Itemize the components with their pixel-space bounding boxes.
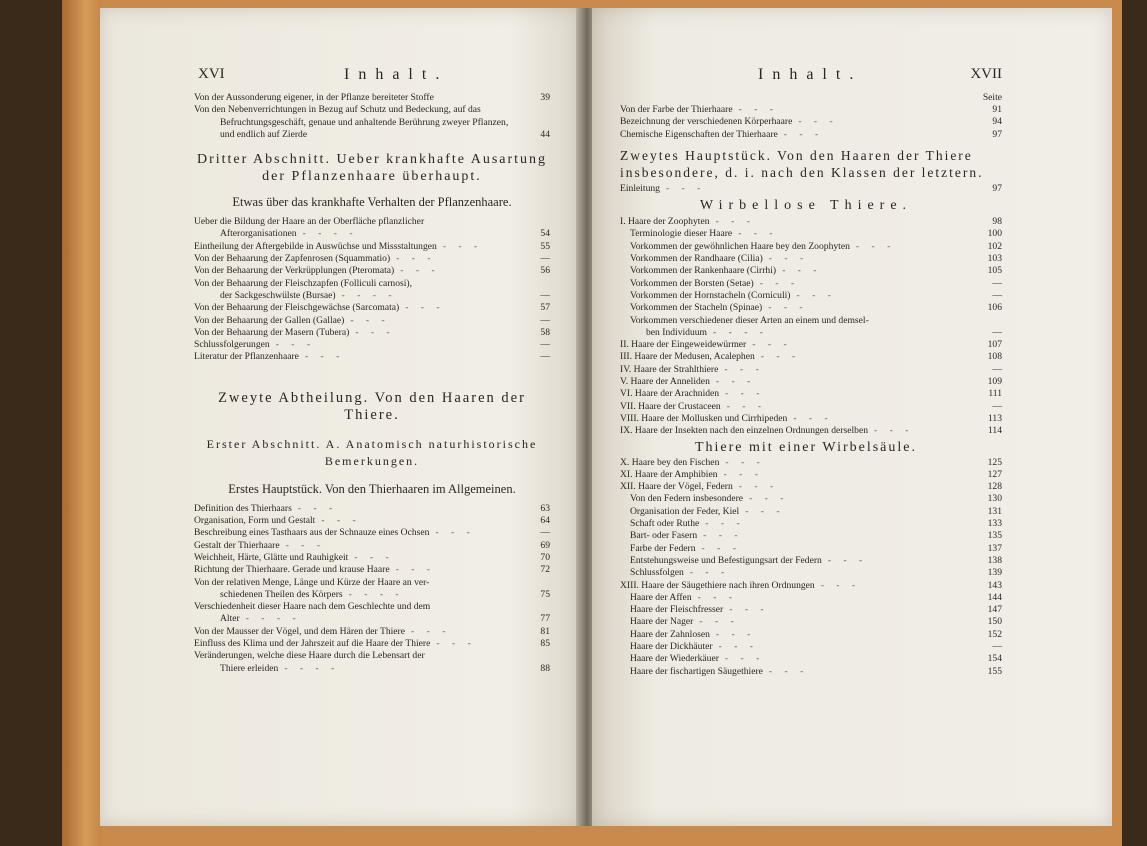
toc-entry [194,638,550,650]
toc-entry-text: XII. Haare der Vögel, Federn [620,481,733,493]
toc-entry-text: Terminologie dieser Haare [630,228,733,240]
toc-entry [194,515,550,527]
toc-entry-text: VII. Haare der Crustaceen [620,400,721,412]
toc-entry-text: Von der Mausser der Vögel, und dem Hären der Thiere [194,625,406,637]
dot-leader: - - - [760,351,801,363]
toc-page-number: 128 [987,481,1002,493]
toc-entry-text: X. Haare bey den Fischen [620,456,720,468]
toc-page-number: 144 [987,591,1002,603]
toc-entry-text: Vorkommen der Randhaare (Cilia) [630,253,763,265]
toc-entry-text: Afterorganisationen [220,228,297,240]
toc-page-number: 58 [540,326,550,338]
toc-page-number: 150 [987,616,1002,628]
toc-entry-text: Haare der Dickhäuter [630,640,713,652]
toc-entry-text: XIII. Haare der Säugethiere nach ihren Ordnungen [620,579,815,591]
dot-leader: - - - - [302,228,358,240]
seite-label: Seite [982,92,1002,103]
toc-page-number: 111 [988,388,1002,400]
toc-entry [620,616,1002,628]
toc-page-number: 108 [987,351,1002,363]
toc-entry-text: Einleitung [620,182,660,194]
dot-leader: - - - - [713,326,769,338]
toc-entry [620,289,1002,302]
dot-leader: - - - [724,363,764,375]
toc-page-number: 63 [540,502,550,514]
toc-page-number: 81 [540,625,550,637]
toc-entry-text: ben Individuum [646,326,708,338]
toc-page-number: 113 [987,412,1002,424]
dot-leader: - - - [285,539,325,551]
toc-page-number: 107 [987,339,1002,351]
dot-leader: - - - [297,502,338,514]
toc-page-number: 98 [992,216,1002,228]
toc-page-number: — [992,289,1002,301]
toc-entry-text: Beschreibung eines Tasthaars aus der Schnauze eines Ochsen [194,527,430,539]
toc-entry [620,315,992,327]
toc-entry-text: Weichheit, Härte, Glätte und Rauhigkeit [194,551,349,563]
toc-entry-text: Von der Behaarung der Zapfenrosen (Squammatio) [194,253,391,265]
toc-entry [620,128,1002,141]
dot-leader: - - - [738,104,778,115]
toc-entry-text: Schlussfolgerungen [194,339,270,351]
toc-page-number: 72 [540,564,550,576]
left-page-number: XVI [198,66,225,82]
dot-leader: - - - [752,339,792,351]
right-page-number: XVII [970,66,1002,82]
toc-page-number: — [992,640,1002,652]
wirbel-entries [620,456,1002,678]
dot-leader: - - - [354,551,394,563]
dot-leader: - - - [715,376,756,388]
dot-leader: - - - [436,638,476,650]
toc-entry-text: Thiere erleiden [220,662,279,674]
toc-page-number: 100 [987,228,1002,240]
right-page-content [620,66,1002,678]
toc-entry [194,92,550,104]
toc-entry-text: Organisation der Feder, Kiel [630,505,740,517]
toc-entry [194,577,550,589]
toc-page-number: 88 [540,662,550,674]
erstes-hauptstueck-heading: Erstes Hauptstück. Von den Thierhaaren im Allgemeinen. [228,481,516,496]
dritter-entries [194,216,550,364]
toc-entry-text: Bart- oder Fasern [630,530,698,542]
toc-entry [194,278,550,290]
toc-entry [620,628,1002,641]
toc-page-number: — [992,326,1002,338]
toc-page-number: 135 [987,530,1002,542]
toc-page-number: 94 [992,116,1002,128]
toc-entry [194,540,550,552]
toc-entry-text: Vorkommen der Stacheln (Spinae) [630,302,763,314]
dot-leader: - - - [783,128,824,140]
toc-entry [194,564,550,576]
cover-edge [62,0,102,846]
toc-entry [620,116,1002,128]
toc-entry-text: Von der Behaarung der Verkrüpplungen (Pteromata) [194,265,395,277]
toc-entry-text: Haare der Zahnlosen [630,628,710,640]
erster-abschnitt-heading: Erster Abschnitt. A. Anatomisch naturhistorische Bemerkungen. [206,436,538,468]
toc-page-number: 69 [540,539,550,551]
toc-entry-text: XI. Haare der Amphibien [620,468,718,480]
erstes-entries [194,503,550,675]
toc-entry [194,253,550,265]
dot-leader: - - - [768,302,808,314]
toc-entry-text: Vorkommen verschiedener dieser Arten an einem und demsel- [630,314,869,326]
toc-entry-text: Schlussfolgen [630,567,684,579]
toc-entry [620,376,1002,388]
left-page-header [194,66,550,92]
toc-entry [620,518,1002,530]
toc-entry-text: IV. Haare der Strahlthiere [620,363,719,375]
toc-entry-text: I. Haare der Zoophyten [620,216,710,228]
toc-entry [194,104,550,141]
toc-entry-text: Einfluss des Klima und der Jahrszeit auf die Haare der Thiere [194,638,431,650]
dot-leader: - - - [705,518,745,530]
toc-page-number: 130 [987,493,1002,505]
toc-entry [194,552,550,564]
toc-entry [620,265,1002,277]
toc-entry [194,327,550,339]
toc-page-number: 131 [987,505,1002,517]
dot-leader: - - - [665,182,706,194]
toc-entry [194,503,550,515]
toc-entry-text: Richtung der Thierhaare. Gerade und krause Haare [194,564,390,576]
toc-entry-text: Von der Behaarung der Fleischzapfen (Folliculi carnosi), [194,277,413,289]
toc-entry [194,216,550,228]
dot-leader: - - - [355,326,395,338]
toc-entry [620,591,1002,604]
toc-entry-text: VI. Haare der Arachniden [620,388,720,400]
dot-leader: - - - [718,640,758,652]
toc-page-number: 102 [987,240,1002,252]
dot-leader: - - - [321,515,361,527]
dot-leader: - - - [749,493,789,505]
left-page [100,8,582,826]
toc-entry [620,339,1002,351]
dot-leader: - - - [411,625,451,637]
toc-entry-text: Literatur der Pflanzenhaare [194,351,299,363]
toc-entry-text: Vorkommen der Rankenhaare (Cirrhi) [630,265,777,277]
toc-entry [194,527,550,539]
toc-entry [620,604,1002,616]
toc-entry [620,351,1002,363]
toc-entry-text: Von der Farbe der Thierhaare [620,104,733,115]
toc-entry-text: II. Haare der Eingeweidewürmer [620,339,747,351]
toc-entry-continuation [194,228,550,240]
toc-page-number: 97 [992,182,1002,194]
toc-page-number: 75 [540,588,550,600]
dot-leader: - - - [723,468,763,480]
toc-entry [194,601,550,613]
dot-leader: - - - [798,116,838,128]
toc-entry-text: Bezeichnung der verschiedenen Körperhaare [620,116,793,128]
toc-page-number: 152 [987,628,1002,640]
toc-page-number: 54 [540,228,550,240]
toc-page-number: 114 [987,425,1002,437]
toc-page-number: 109 [987,376,1002,388]
toc-entry [620,228,1002,240]
right-page-header [620,66,1002,92]
dot-leader: - - - [726,400,767,412]
dot-leader: - - - [855,240,896,252]
toc-entry-text: Gestalt der Thierhaare [194,539,280,551]
toc-entry-text: Schaft oder Ruthe [630,518,700,530]
wirbellose-heading: Wirbellose Thiere. [699,198,913,214]
toc-page-number: — [540,289,550,301]
toc-page-number: 77 [540,613,550,625]
dot-leader: - - - - [341,289,397,301]
toc-page-number: 106 [987,302,1002,314]
toc-entry [620,253,1002,265]
toc-page-number: — [540,314,550,326]
dot-leader: - - - [738,481,779,493]
dot-leader: - - - - [245,613,301,625]
toc-entry-text: Vorkommen der gewöhnlichen Haare bey den Zoophyten [630,240,850,252]
toc-entry-text: III. Haare der Medusen, Acalephen [620,351,755,363]
toc-page-number: — [992,400,1002,412]
dot-leader: - - - [703,530,743,542]
toc-entry-continuation [194,589,550,601]
toc-entry-text: der Sackgeschwülste (Bursae) [220,289,336,301]
toc-page-number: — [992,277,1002,289]
toc-entry [194,265,550,277]
toc-entry [620,216,1002,228]
toc-entry [620,104,1002,116]
dot-leader: - - - [759,277,800,289]
zweytes-hauptstueck-heading: Zweytes Hauptstück. Von den Haaren der Thiere insbesondere, d. i. nach den Klassen der letztern. [620,147,984,180]
dot-leader: - - - [689,567,730,579]
dot-leader: - - - [275,339,316,351]
toc-entry-text: Vorkommen der Borsten (Setae) [630,277,754,289]
toc-entry [620,412,1002,425]
dot-leader: - - - [725,456,765,468]
toc-entry-text: Von der relativen Menge, Länge und Kürze der Haare an ver- [194,576,430,588]
toc-entry-text: Von der Aussonderung eigener, in der Pflanze bereiteter Stoffe [194,92,434,103]
toc-entry [620,388,1002,400]
einleitung-entry [620,182,1002,195]
toc-entry [620,425,1002,437]
toc-page-number: 105 [987,265,1002,277]
dot-leader: - - - [827,554,868,566]
toc-entry-continuation [194,663,550,675]
zweyte-abtheilung-heading: Zweyte Abtheilung. Von den Haaren der Thiere. [218,389,526,423]
dot-leader: - - - [395,564,435,576]
toc-entry [620,468,1002,481]
dot-leader: - - - [405,302,445,314]
toc-entry-text: Ueber die Bildung der Haare an der Oberfläche pflanzlicher [194,216,425,228]
toc-entry-text: Farbe der Federn [630,542,696,554]
dot-leader: - - - [729,604,769,616]
dot-leader: - - - [820,579,861,591]
dot-leader: - - - [738,228,778,240]
toc-entry-text: Von den Nebenverrichtungen in Bezug auf Schutz und Bedeckung, auf das Befruchtungsgeschäft, genaue und anhaltende Berührung zweyer Pflanzen, und endlich auf Zierde [194,104,509,140]
right-top-entries [620,104,1002,141]
dot-leader: - - - [400,265,440,277]
right-page [592,8,1112,826]
toc-page-number: — [540,339,550,351]
toc-page-number: 139 [987,567,1002,579]
toc-page-number: 127 [987,468,1002,480]
toc-entry-text: Haare der Fleischfresser [630,604,724,616]
toc-page-number: 56 [540,265,550,277]
dot-leader: - - - [350,314,390,326]
left-running-title: Inhalt. [344,66,449,83]
toc-entry-continuation [194,290,550,302]
toc-page-number: — [540,351,550,363]
toc-entry-text: Entstehungsweise und Befestigungsart der Federn [630,554,822,566]
toc-entry [194,351,550,363]
dot-leader: - - - [793,412,833,424]
toc-entry [620,665,1002,678]
dot-leader: - - - [435,527,475,539]
toc-entry [620,530,1002,542]
toc-entry [620,640,1002,653]
dot-leader: - - - [768,665,809,677]
toc-entry [194,626,550,638]
toc-entry [194,339,550,351]
toc-page-number: 103 [987,253,1002,265]
toc-entry-text: Veränderungen, welche diese Haare durch die Lebensart der [194,650,425,662]
toc-entry [194,650,550,662]
dritter-abschnitt-heading: Dritter Abschnitt. Ueber krankhafte Ausartung der Pflanzenhaare überhaupt. [196,152,548,185]
toc-entry-text: Eintheilung der Aftergebilde in Auswüchse und Missstaltungen [194,240,437,252]
wirbelsaeule-heading: Thiere mit einer Wirbelsäule. [694,439,917,455]
toc-entry-text: Alter [220,613,240,625]
toc-entry [194,315,550,327]
toc-page-number: 125 [987,456,1002,468]
toc-page-number: 55 [540,240,550,252]
dot-leader: - - - [796,289,836,301]
toc-page-number: 70 [540,551,550,563]
toc-entry-text: Haare der Wiederkäuer [630,653,719,665]
toc-page-number: 44 [540,128,550,140]
toc-page-number: 85 [540,638,550,650]
toc-entry [194,241,550,253]
dot-leader: - - - [874,425,914,437]
toc-entry [194,302,550,314]
dot-leader: - - - - [348,588,404,600]
toc-entry [620,542,1002,555]
toc-entry-text: Chemische Eigenschaften der Thierhaare [620,128,778,140]
toc-entry [620,567,1002,579]
toc-entry [620,182,1002,195]
toc-entry-text: Definition des Thierhaars [194,502,292,514]
toc-page-number: 155 [987,665,1002,677]
toc-page-number: 133 [987,518,1002,530]
toc-entry [620,363,1002,376]
toc-page-number: — [540,253,550,265]
toc-entry [620,302,1002,314]
dot-leader: - - - [701,542,741,554]
toc-page-number: 138 [987,554,1002,566]
toc-page-number: 143 [987,579,1002,591]
toc-entry [620,579,1002,592]
toc-page-number: 57 [540,302,550,314]
wirbellose-entries [620,216,1002,437]
toc-entry-text: Haare der Affen [630,591,692,603]
toc-page-number: 64 [540,515,550,527]
dot-leader: - - - [715,628,756,640]
toc-page-number: — [540,527,550,539]
left-intro-entries [194,92,550,141]
toc-entry-text: Verschiedenheit dieser Haare nach dem Geschlechte und dem [194,601,431,613]
etwas-heading: Etwas über das krankhafte Verhalten der Pflanzenhaare. [232,195,512,210]
dot-leader: - - - [745,505,785,517]
dot-leader: - - - [396,253,436,265]
toc-entry-text: Haare der Nager [630,616,694,628]
dot-leader: - - - [699,616,739,628]
toc-entry-continuation [194,613,550,625]
toc-entry-text: Von der Behaarung der Fleischgewächse (Sarcomata) [194,302,400,314]
dot-leader: - - - [715,216,755,228]
toc-entry [620,554,1002,567]
left-page-content [194,66,550,675]
toc-entry [620,240,1002,253]
toc-page-number: 97 [992,128,1002,140]
toc-entry [620,493,1002,505]
toc-page-number: 137 [987,542,1002,554]
toc-entry-text: Organisation, Form und Gestalt [194,515,316,527]
toc-entry [620,505,1002,518]
dot-leader: - - - [768,253,809,265]
dot-leader: - - - [725,388,765,400]
toc-entry [620,653,1002,665]
toc-entry [620,400,1002,413]
toc-entry [620,481,1002,493]
right-running-title: Inhalt. [758,66,863,83]
dot-leader: - - - [697,591,738,603]
toc-entry-text: Von der Behaarung der Gallen (Gallae) [194,314,345,326]
toc-page-number: 39 [540,92,550,103]
toc-page-number: 91 [992,104,1002,115]
toc-entry-text: Haare der fischartigen Säugethiere [630,665,763,677]
toc-entry-text: IX. Haare der Insekten nach den einzelnen Ordnungen derselben [620,425,868,437]
toc-page-number: 154 [987,653,1002,665]
dot-leader: - - - - [284,662,340,674]
toc-page-number: — [992,363,1002,375]
toc-entry [620,277,1002,290]
dot-leader: - - - [442,240,483,252]
toc-entry-text: Vorkommen der Hornstacheln (Corniculi) [630,289,791,301]
toc-page-number: 147 [987,604,1002,616]
dot-leader: - - - [782,265,822,277]
dot-leader: - - - [304,351,345,363]
toc-entry-text: VIII. Haare der Mollusken und Cirrhipeden [620,412,788,424]
toc-entry-text: Von den Federn insbesondere [630,493,744,505]
toc-entry-text: Von der Behaarung der Masern (Tubera) [194,326,350,338]
toc-entry-text: V. Haare der Anneliden [620,376,710,388]
dot-leader: - - - [724,653,765,665]
toc-entry-text: schiedenen Theilen des Körpers [220,588,343,600]
toc-entry [620,456,1002,469]
toc-entry-continuation [620,326,1002,339]
